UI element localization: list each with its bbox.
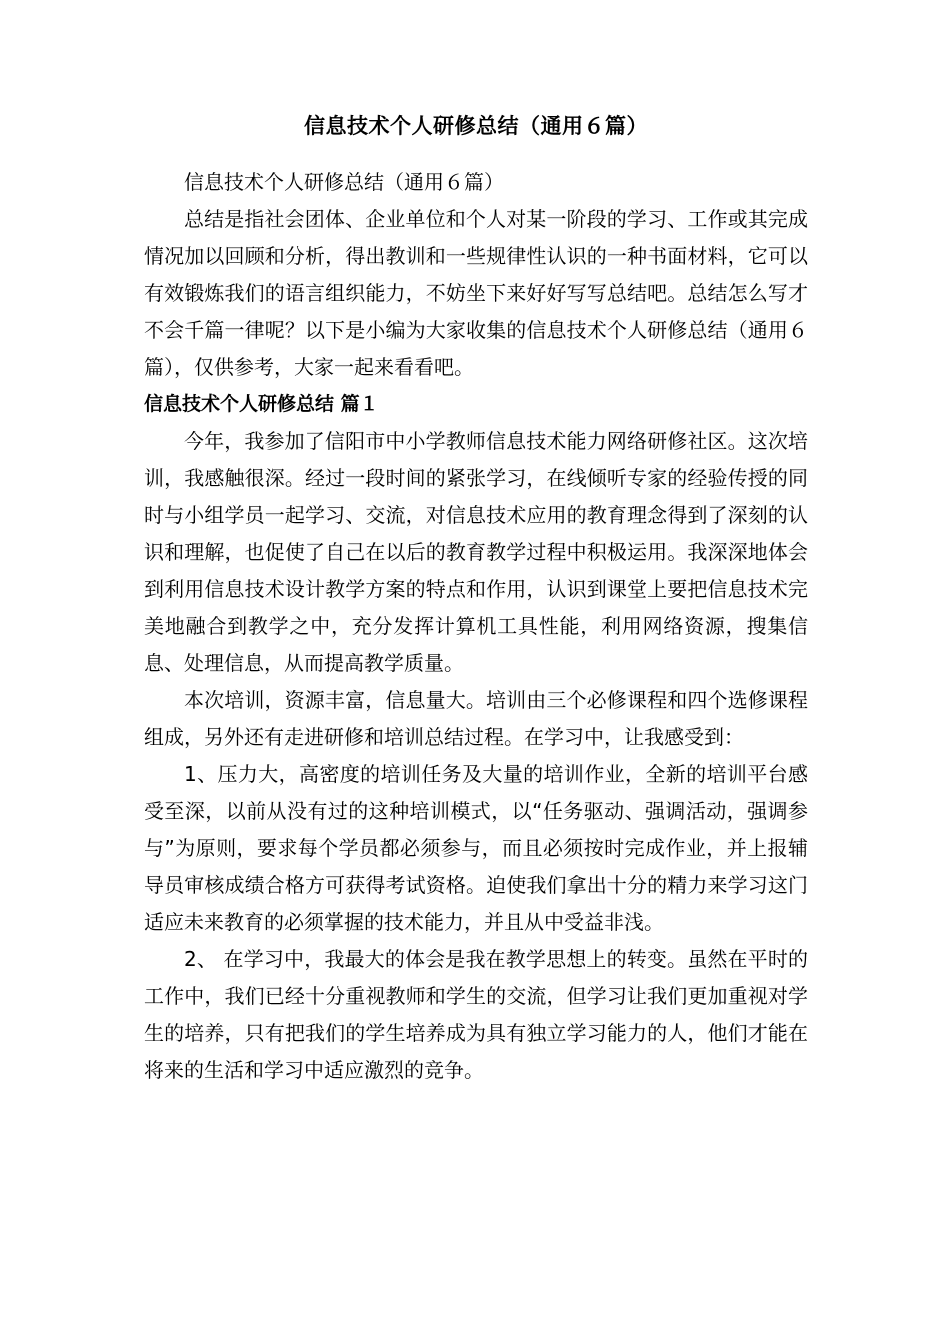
document-title: 信息技术个人研修总结（通用６篇） xyxy=(304,114,648,138)
document-page xyxy=(144,108,808,1089)
body-paragraph-3: 1、压力大，高密度的培训任务及大量的培训作业，全新的培训平台感受至深，以前从没有过的这种培训模式，以“任务驱动、强调活动，强调参与”为原则，要求每个学员都必须参与，而且必须按时完成作业，并上报辅导员审核成绩合格方可获得考试资格。迫使我们拿出十分的精力来学习这门适应未来教育的必须掌握的技术能力，并且从中受益非浅。 xyxy=(144,762,808,934)
section-heading: 信息技术个人研修总结 篇１ xyxy=(144,393,379,415)
intro-paragraph: 总结是指社会团体、企业单位和个人对某一阶段的学习、工作或其完成情况加以回顾和分析，得出教训和一些规律性认识的一种书面材料，它可以有效锻炼我们的语言组织能力，不妨坐下来好好写写总结吧。总结怎么写才不会千篇一律呢？以下是小编为大家收集的信息技术个人研修总结（通用６篇），仅供参考，大家一起来看看吧。 xyxy=(144,207,808,379)
intro-subtitle-paragraph: 信息技术个人研修总结（通用６篇） xyxy=(184,170,504,194)
body-paragraph-2: 本次培训，资源丰富，信息量大。培训由三个必修课程和四个选修课程组成，另外还有走进研修和培训总结过程。在学习中，让我感受到： xyxy=(144,688,808,749)
body-paragraph-4: 2、 在学习中，我最大的体会是我在教学思想上的转变。虽然在平时的工作中，我们已经十分重视教师和学生的交流，但学习让我们更加重视对学生的培养，只有把我们的学生培养成为具有独立学习能力的人，他们才能在将来的生活和学习中适应激烈的竞争。 xyxy=(144,947,808,1082)
body-paragraph-1: 今年，我参加了信阳市中小学教师信息技术能力网络研修社区。这次培训，我感触很深。经过一段时间的紧张学习，在线倾听专家的经验传授的同时与小组学员一起学习、交流，对信息技术应用的教育理念得到了深刻的认识和理解，也促使了自己在以后的教育教学过程中积极运用。我深深地体会到利用信息技术设计教学方案的特点和作用，认识到课堂上要把信息技术完美地融合到教学之中，充分发挥计算机工具性能，利用网络资源，搜集信息、处理信息，从而提高教学质量。 xyxy=(144,429,808,675)
